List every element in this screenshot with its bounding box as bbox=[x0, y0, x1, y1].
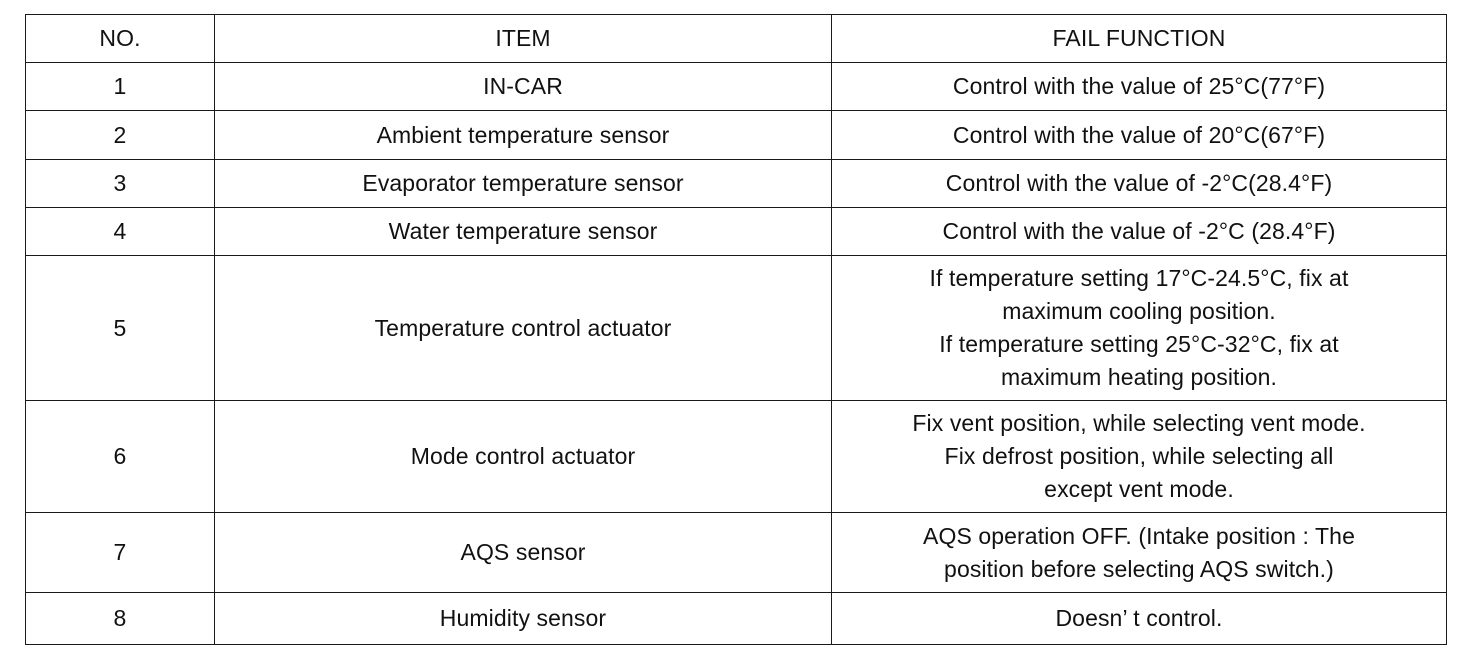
cell-fail-function bbox=[832, 208, 1447, 256]
header-row bbox=[26, 15, 1447, 63]
cell-item: Water temperature sensor bbox=[215, 208, 832, 256]
cell-no: 1 bbox=[26, 63, 215, 111]
table-row bbox=[26, 593, 1447, 645]
cell-item: AQS sensor bbox=[215, 513, 832, 593]
table-header bbox=[26, 15, 1447, 63]
fail-function-line: maximum cooling position. bbox=[1002, 298, 1276, 324]
table-row bbox=[26, 160, 1447, 208]
fail-function-line: Control with the value of 20°C(67°F) bbox=[952, 121, 1326, 148]
fail-function-line: maximum heating position. bbox=[1000, 364, 1278, 390]
header-no: NO. bbox=[26, 15, 215, 63]
cell-no: 7 bbox=[26, 513, 215, 593]
cell-fail-function bbox=[832, 160, 1447, 208]
table-row bbox=[26, 401, 1447, 513]
fail-function-table bbox=[25, 14, 1447, 645]
fail-function-line: except vent mode. bbox=[1044, 476, 1234, 502]
fail-function-line: Fix defrost position, while selecting all bbox=[944, 443, 1334, 469]
cell-fail-function bbox=[832, 593, 1447, 645]
cell-no: 6 bbox=[26, 401, 215, 513]
cell-item: IN-CAR bbox=[215, 63, 832, 111]
fail-function-line: If temperature setting 17°C-24.5°C, fix at bbox=[929, 265, 1349, 291]
fail-function-line: Control with the value of -2°C(28.4°F) bbox=[945, 170, 1333, 196]
fail-function-line: Control with the value of -2°C (28.4°F) bbox=[942, 218, 1336, 244]
fail-function-line: Control with the value of 25°C(77°F) bbox=[952, 73, 1326, 99]
fail-function-line: AQS operation OFF. (Intake position : The bbox=[923, 522, 1355, 549]
cell-item: Humidity sensor bbox=[215, 593, 832, 645]
cell-item: Evaporator temperature sensor bbox=[215, 160, 832, 208]
table-row bbox=[26, 513, 1447, 593]
cell-item: Ambient temperature sensor bbox=[215, 111, 832, 160]
cell-no: 3 bbox=[26, 160, 215, 208]
cell-fail-function bbox=[832, 256, 1447, 401]
cell-fail-function bbox=[832, 111, 1447, 160]
cell-no: 8 bbox=[26, 593, 215, 645]
fail-function-line: Fix vent position, while selecting vent mode. bbox=[912, 410, 1366, 436]
cell-item: Temperature control actuator bbox=[215, 256, 832, 401]
header-fail-function: FAIL FUNCTION bbox=[832, 15, 1447, 63]
table-row bbox=[26, 208, 1447, 256]
fail-function-line: Doesn’ t control. bbox=[1055, 605, 1223, 631]
cell-fail-function bbox=[832, 401, 1447, 513]
table-row bbox=[26, 63, 1447, 111]
cell-no: 5 bbox=[26, 256, 215, 401]
fail-function-line: If temperature setting 25°C-32°C, fix at bbox=[939, 331, 1339, 357]
table-row bbox=[26, 256, 1447, 401]
cell-no: 2 bbox=[26, 111, 215, 160]
cell-item: Mode control actuator bbox=[215, 401, 832, 513]
header-item: ITEM bbox=[215, 15, 832, 63]
table-body bbox=[26, 63, 1447, 645]
table-row bbox=[26, 111, 1447, 160]
cell-fail-function bbox=[832, 63, 1447, 111]
fail-function-line: position before selecting AQS switch.) bbox=[944, 555, 1334, 582]
cell-no: 4 bbox=[26, 208, 215, 256]
cell-fail-function bbox=[832, 513, 1447, 593]
